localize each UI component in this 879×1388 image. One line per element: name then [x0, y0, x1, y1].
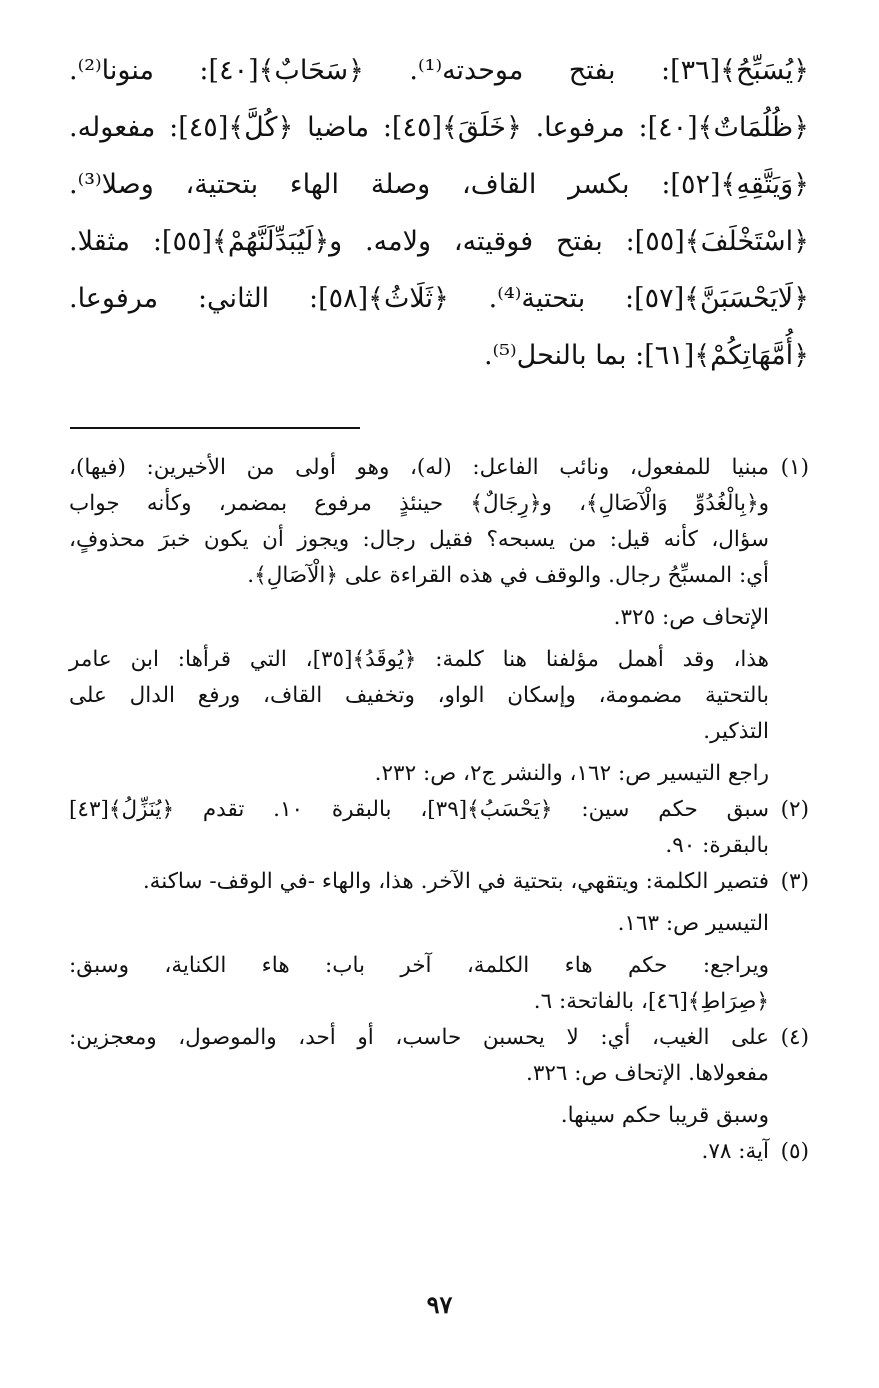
footnote: [69, 1020, 809, 1134]
footnote-line: التذكير.: [703, 719, 769, 744]
footnote-line: آية: ٧٨.: [701, 1139, 769, 1164]
footnote-number: (١): [780, 455, 809, 480]
footnote-paragraph: [69, 1134, 769, 1170]
footnote-paragraph: [69, 792, 769, 864]
footnote-number: (٢): [780, 797, 809, 822]
footnote-number: (٤): [780, 1025, 809, 1050]
footnote: [69, 864, 809, 1020]
footnote-line: ﴿صِرَاطِ﴾[٤٦]، بالفاتحة: ٦.: [533, 989, 769, 1014]
footnote-line: مبنيا للمفعول، ونائب الفاعل: (له)، وهو أولى من الأخيرين: (فيها)،: [69, 455, 769, 480]
footnote-body: [69, 450, 769, 792]
footnote-line: بالبقرة: ٩٠.: [665, 833, 769, 858]
footnote-line: و﴿بِالْغُدُوِّ وَالْآصَالِ﴾، و﴿رِجَالٌ﴾ حينئذٍ مرفوع بمضمر، وكأنه جواب: [69, 491, 769, 516]
footnote-body: [69, 1020, 769, 1134]
footnote-paragraph: [69, 864, 769, 900]
page-number: ٩٧: [426, 1290, 453, 1319]
footnote-line: فتصير الكلمة: ويتقهي، بتحتية في الآخر. هذا، والهاء -في الوقف- ساكنة.: [142, 869, 769, 894]
footnote-line: على الغيب، أي: لا يحسبن حاسب، أو أحد، والموصول، ومعجزين:: [69, 1025, 769, 1050]
footnote-body: [69, 1134, 769, 1170]
footnote-line: ويراجع: حكم هاء الكلمة، آخر باب: هاء الكناية، وسبق:: [69, 953, 769, 978]
footnote-number: (٥): [780, 1139, 809, 1164]
footnote-body: [69, 792, 769, 864]
footnote-line: مفعولاها. الإتحاف ص: ٣٢٦.: [525, 1061, 769, 1086]
footnote-paragraph: [69, 756, 769, 792]
footnote-paragraph: [69, 642, 769, 750]
footnote-line: وسبق قريبا حكم سينها.: [560, 1103, 769, 1128]
footnote-paragraph: [69, 1020, 769, 1092]
footnote-paragraph: [69, 1098, 769, 1134]
footnote-line: هذا، وقد أهمل مؤلفنا هنا كلمة: ﴿يُوقَدُ﴾[٣٥]، التي قرأها: ابن عامر: [69, 647, 769, 672]
footnote: [69, 1134, 809, 1170]
footnote-line: راجع التيسير ص: ١٦٢، والنشر ج٢، ص: ٢٣٢.: [374, 761, 769, 786]
footnote-separator: [70, 427, 360, 429]
footnote-paragraph: [69, 948, 769, 1020]
footnote-line: سؤال، كأنه قيل: من يسبحه؟ فقيل رجال: ويجوز أن يكون خبرَ محذوفٍ،: [69, 527, 769, 552]
footnote: [69, 792, 809, 864]
main-line: ﴿لَايَحْسَبَنَّ﴾[٥٧]: بتحتية⁽⁴⁾. ﴿ثَلَاثُ﴾[٥٨]: الثاني: مرفوعا.: [69, 283, 809, 314]
footnote-line: سبق حكم سين: ﴿يَحْسَبُ﴾[٣٩]، بالبقرة ١٠. تقدم ﴿يُنَزِّلُ﴾[٤٣]: [69, 797, 769, 822]
footnote-line: أي: المسبِّحُ رجال. والوقف في هذه القراءة على ﴿الْآصَالِ﴾.: [247, 563, 769, 588]
footnote: [69, 450, 809, 792]
footnote-line: بالتحتية مضمومة، وإسكان الواو، وتخفيف القاف، ورفع الدال على: [69, 683, 769, 708]
main-line: ﴿اسْتَخْلَفَ﴾[٥٥]: بفتح فوقيته، ولامه. و﴿لَيُبَدِّلَنَّهُمْ﴾[٥٥]: مثقلا.: [69, 226, 809, 257]
footnotes: [69, 450, 809, 1170]
footnote-body: [69, 864, 769, 1020]
footnote-paragraph: [69, 450, 769, 594]
main-line: ﴿أُمَّهَاتِكُمْ﴾[٦١]: بما بالنحل⁽⁵⁾.: [483, 340, 809, 371]
main-line: ﴿وَيَتَّقِهِ﴾[٥٢]: بكسر القاف، وصلة الهاء بتحتية، وصلا⁽³⁾.: [69, 169, 809, 200]
footnote-paragraph: [69, 906, 769, 942]
footnote-line: الإتحاف ص: ٣٢٥.: [613, 605, 769, 630]
footnote-line: التيسير ص: ١٦٣.: [617, 911, 769, 936]
footnote-number: (٣): [780, 869, 809, 894]
main-text: [69, 42, 809, 384]
main-line: ﴿ظُلُمَاتٌ﴾[٤٠]: مرفوعا. ﴿خَلَقَ﴾[٤٥]: ماضيا ﴿كُلَّ﴾[٤٥]: مفعوله.: [69, 112, 809, 143]
main-line: ﴿يُسَبِّحُ﴾[٣٦]: بفتح موحدته⁽¹⁾. ﴿سَحَابٌ﴾[٤٠]: منونا⁽²⁾.: [69, 55, 809, 86]
footnote-paragraph: [69, 600, 769, 636]
